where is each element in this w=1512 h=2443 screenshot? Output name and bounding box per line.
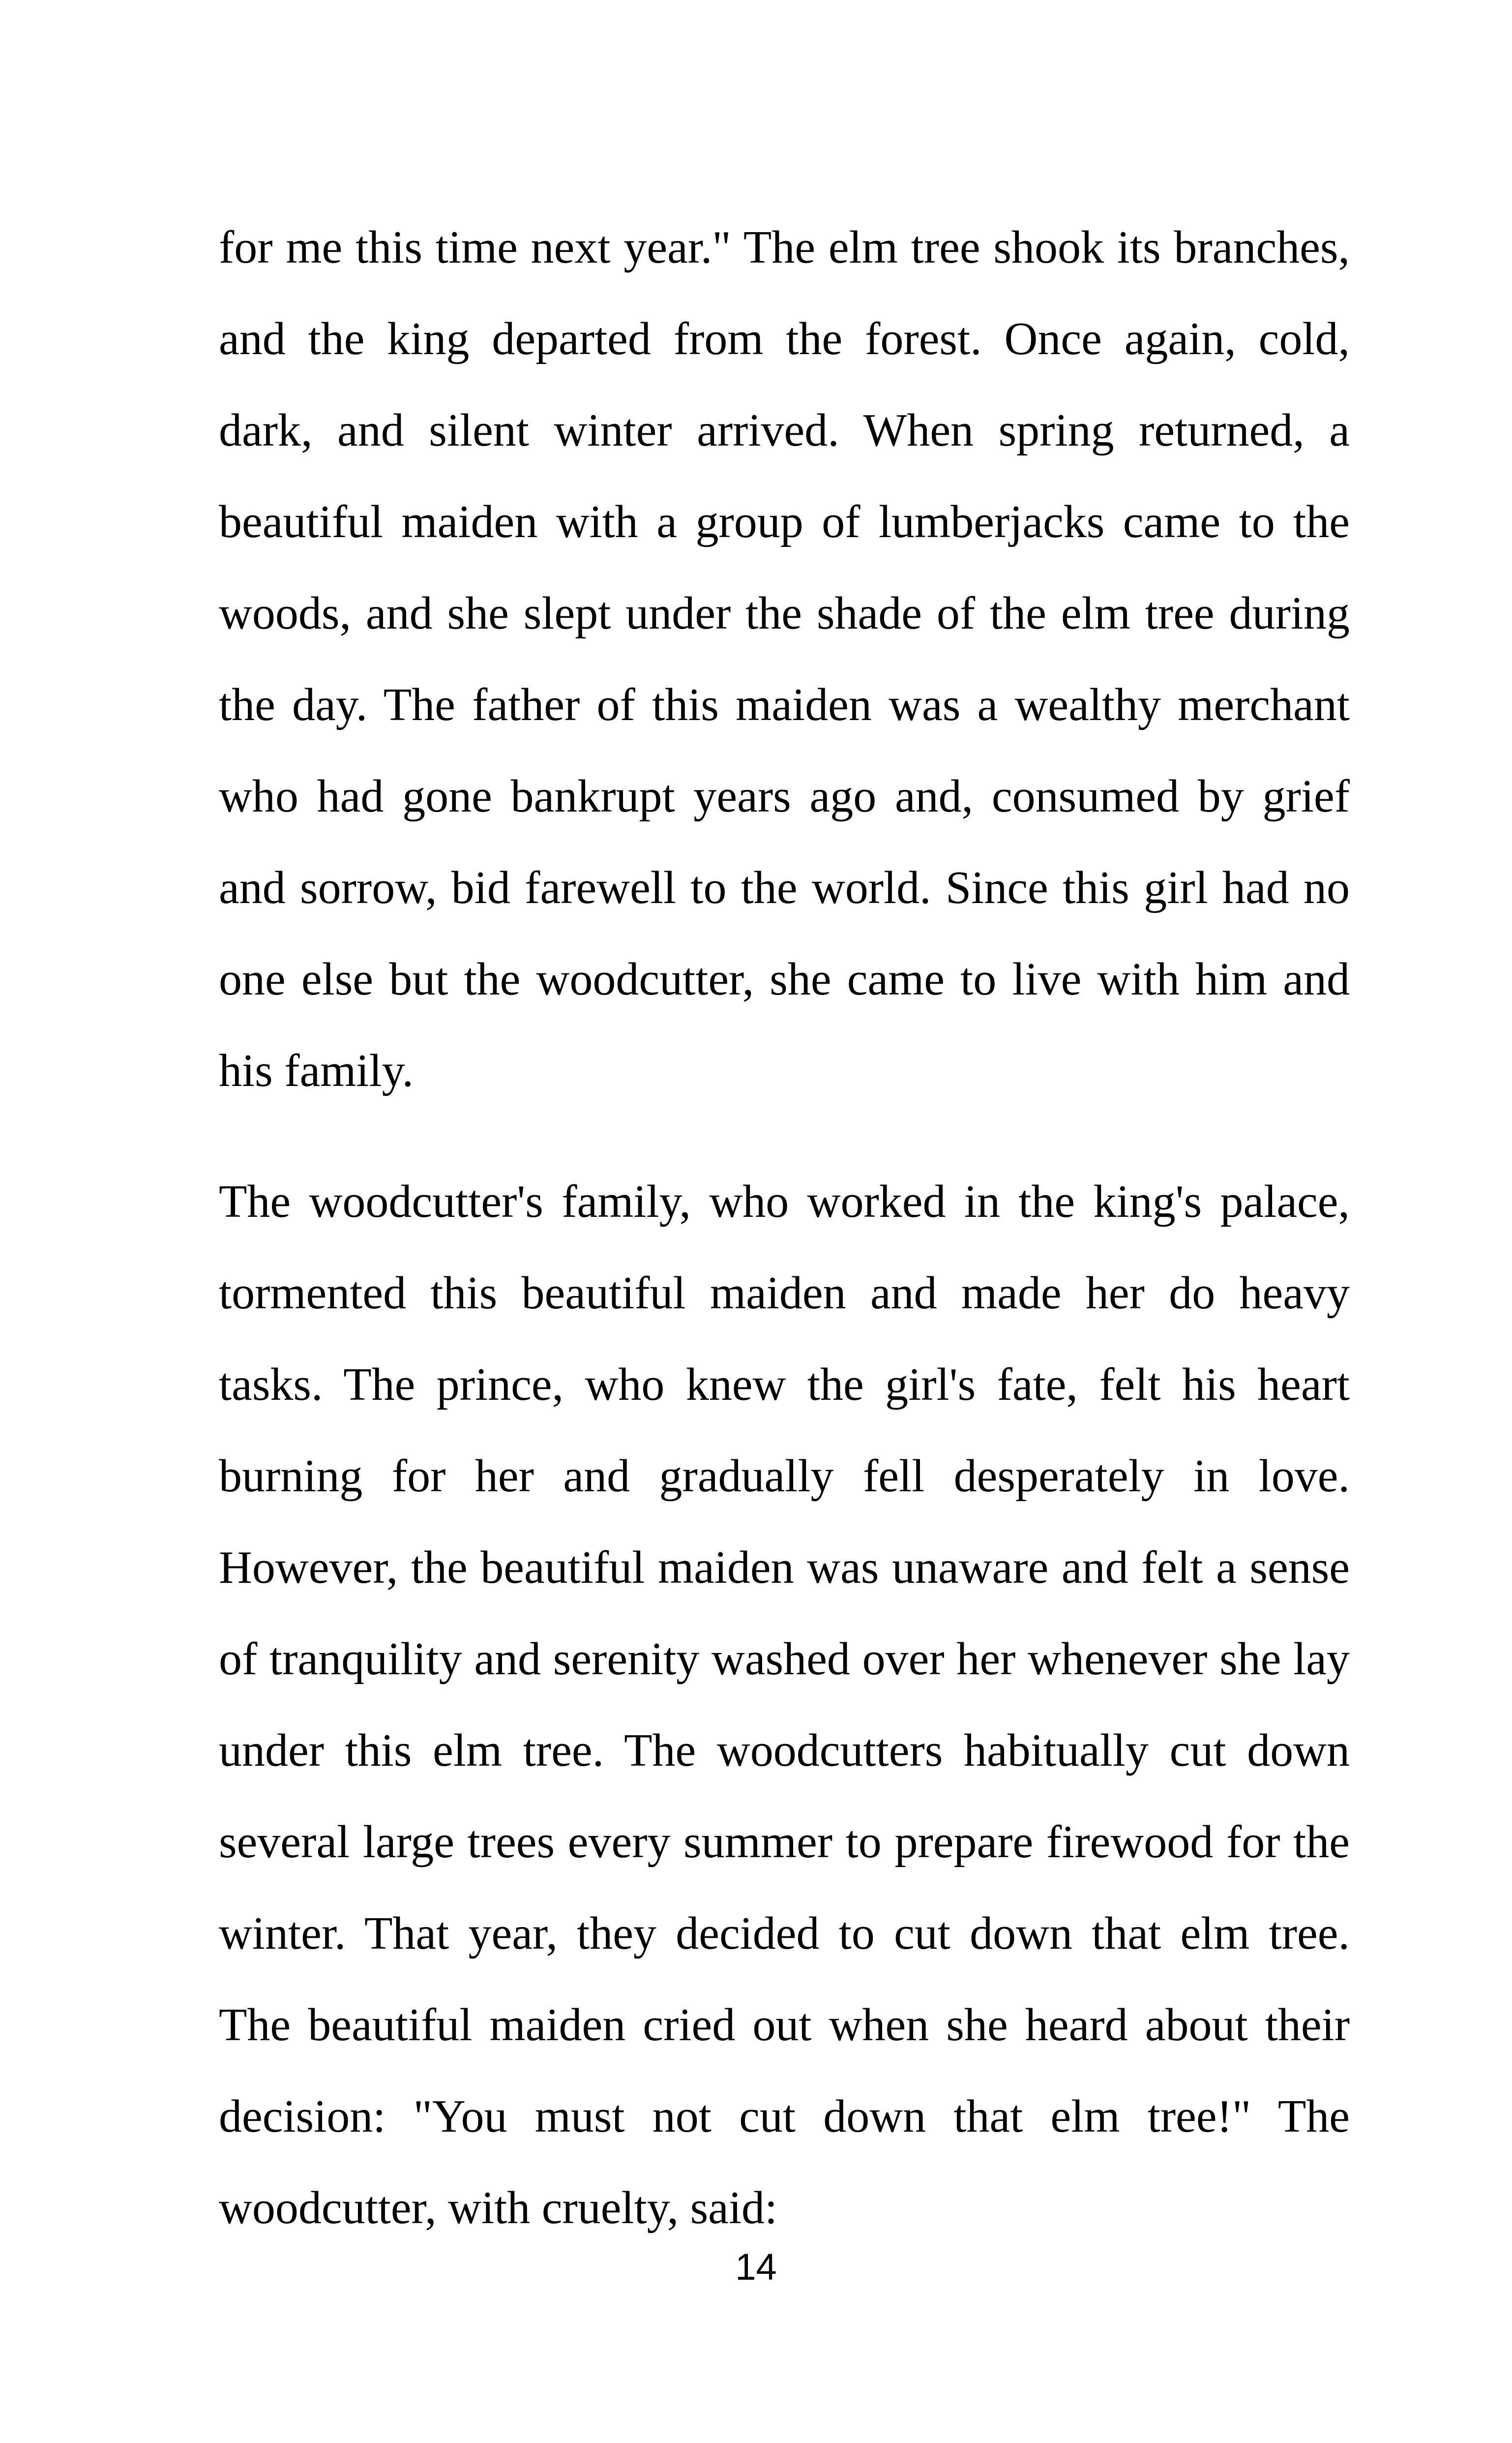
page-number: 14 (735, 2246, 777, 2288)
paragraph-2 (219, 1156, 1350, 2254)
paragraph-2-text: The woodcutter's family, who worked in the king's palace, tormented this beautiful maiden and made her do heavy tasks. The prince, who knew the girl's fate, felt his heart burning for her and gradually fell desperately in love. However, the beautiful maiden was unaware and felt a sense of tranquility and serenity washed over her whenever she lay under this elm tree. The woodcutters habitually cut down several large trees every summer to prepare firewood for the winter. That year, they decided to cut down that elm tree. The beautiful maiden cried out when she heard about their decision: "You must not cut down that elm tree!" The woodcutter, with cruelty, said: (219, 1176, 1350, 2233)
paragraph-1 (219, 202, 1350, 1116)
paragraph-1-text: for me this time next year." The elm tree shook its branches, and the king departed from the forest. Once again, cold, dark, and silent winter arrived. When spring returned, a beautiful maiden with a group of lumberjacks came to the woods, and she slept under the shade of the elm tree during the day. The father of this maiden was a wealthy merchant who had gone bankrupt years ago and, consumed by grief and sorrow, bid farewell to the world. Since this girl had no one else but the woodcutter, she came to live with him and his family. (219, 222, 1350, 1096)
